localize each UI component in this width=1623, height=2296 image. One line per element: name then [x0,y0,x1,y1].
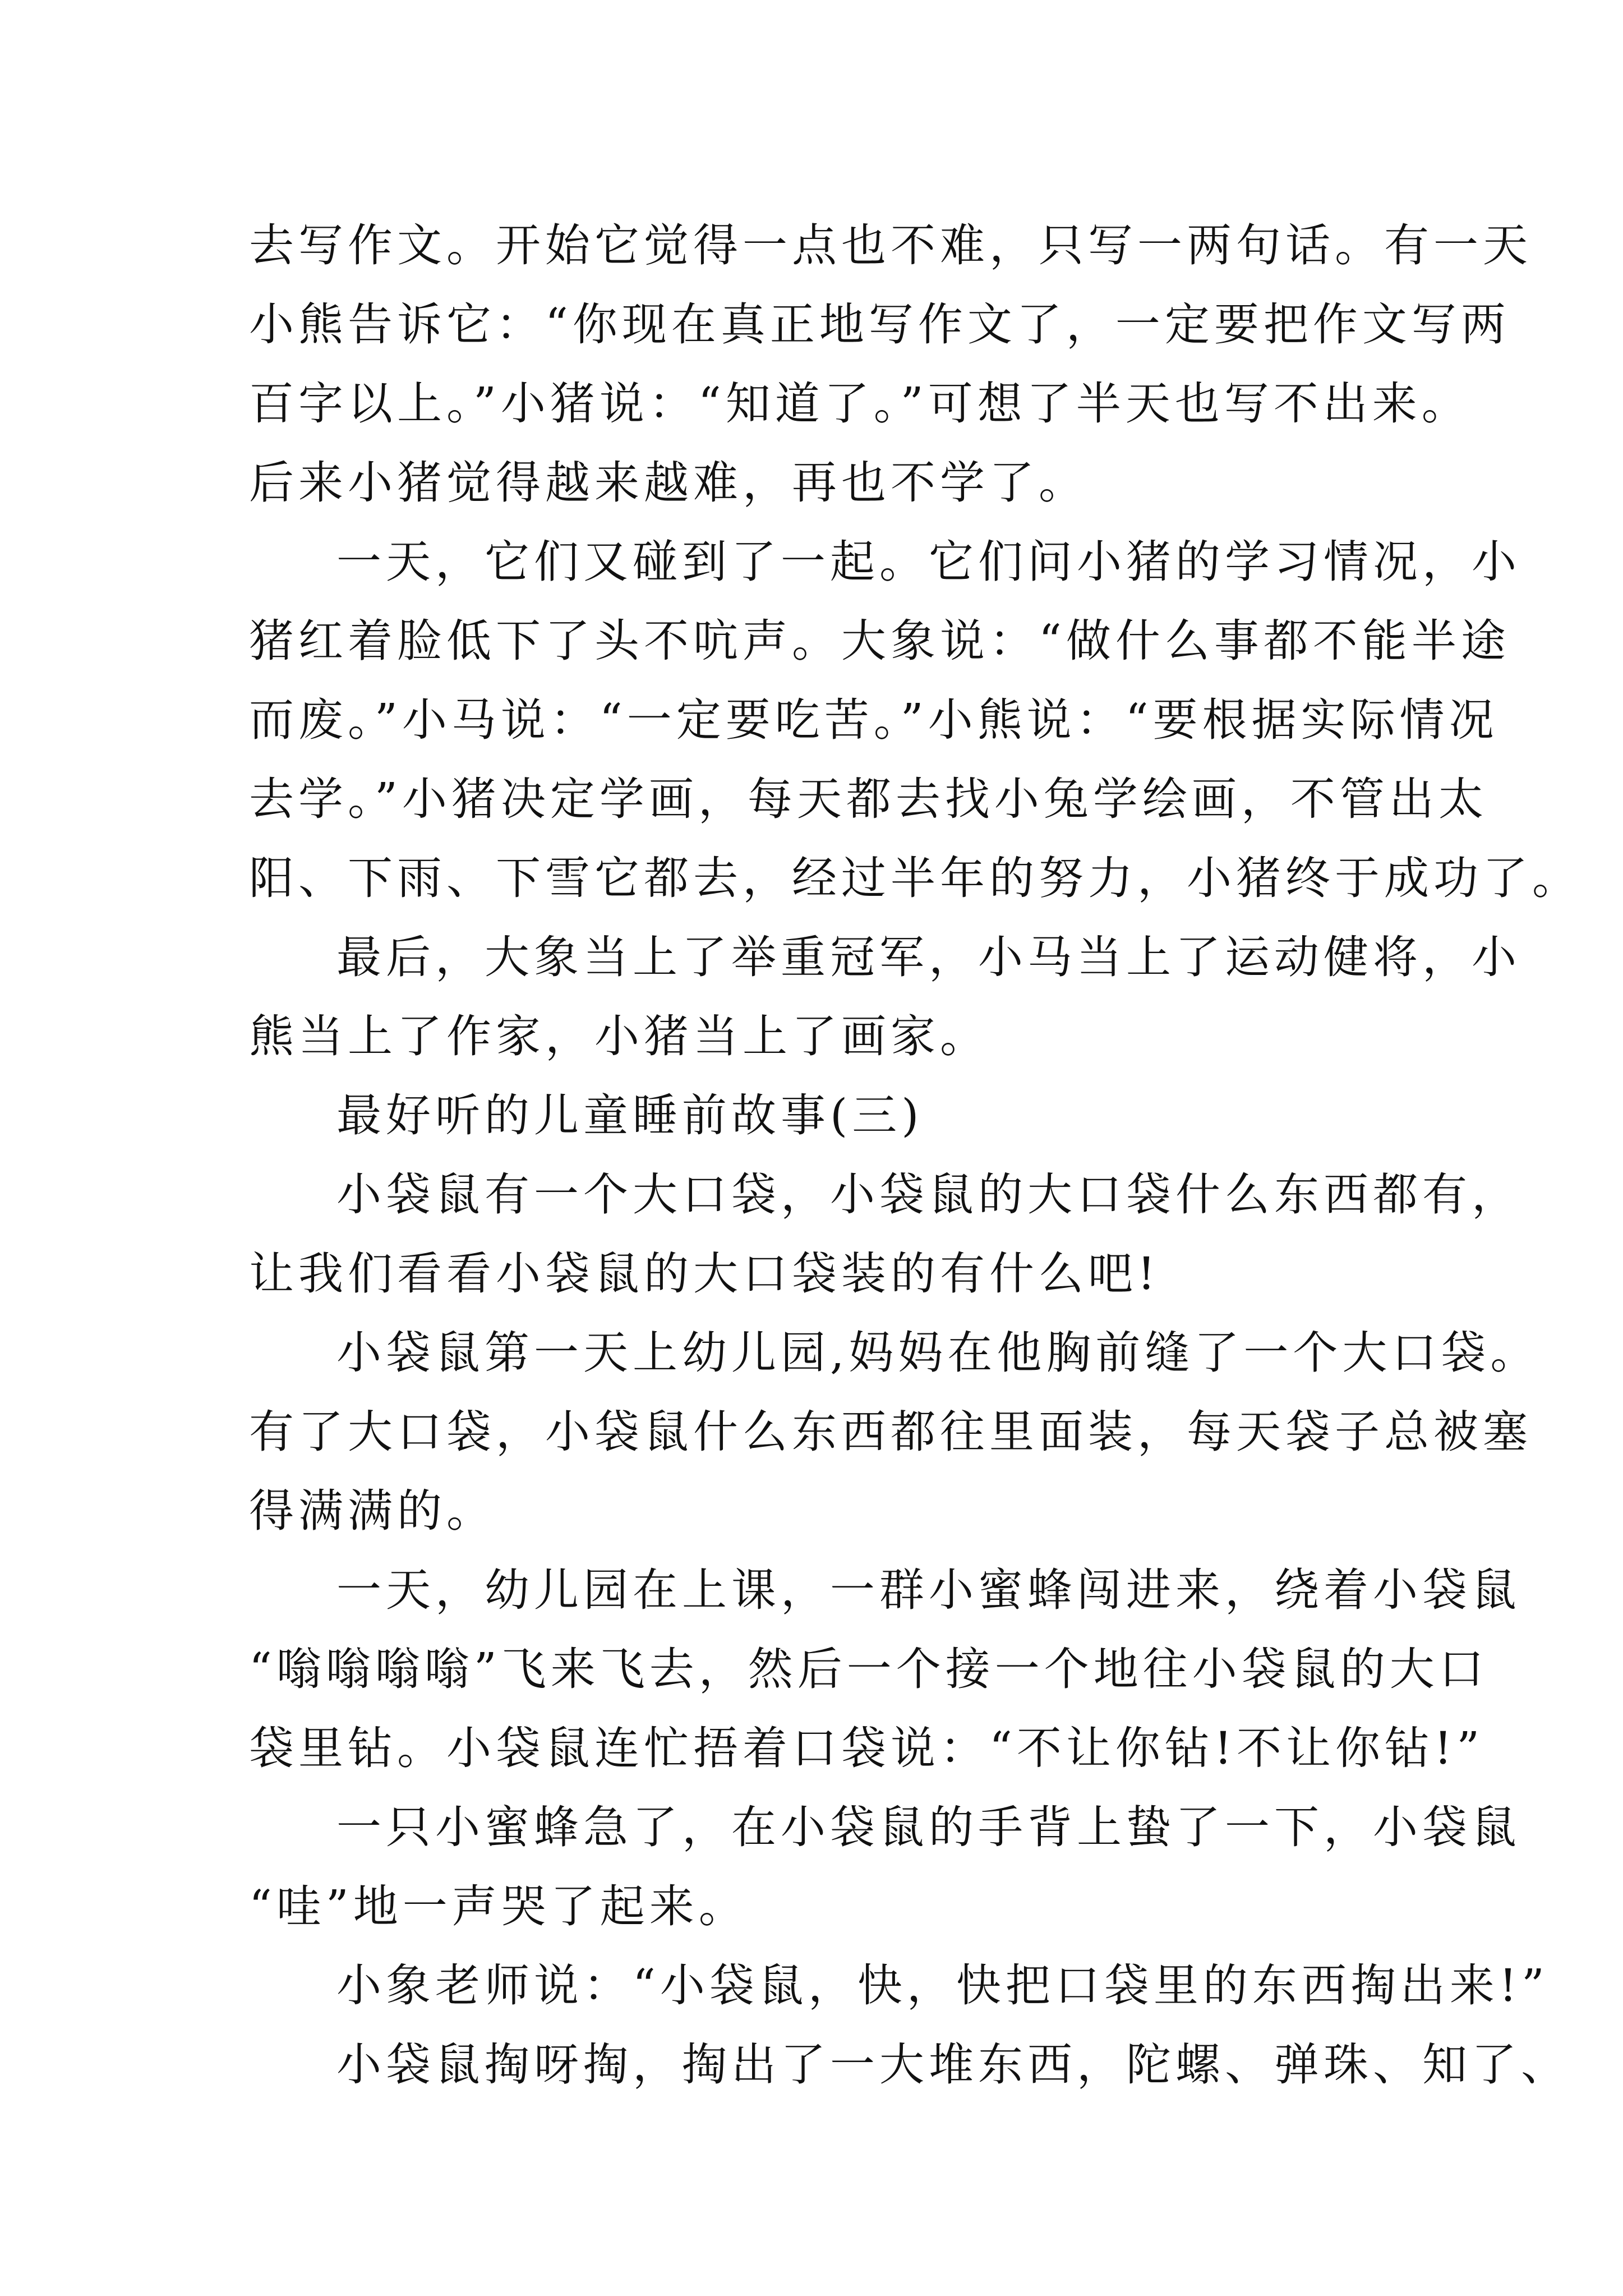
text-line: 最后，大象当上了举重冠军，小马当上了运动健将，小 [336,931,1521,983]
text-line: 百字以上。”小猪说：“知道了。”可想了半天也写不出来。 [249,378,1471,430]
text-line: “嗡嗡嗡嗡”飞来飞去，然后一个接一个地往小袋鼠的大口 [249,1643,1488,1695]
text-line: 袋里钻。小袋鼠连忙捂着口袋说：“不让你钻!不让你钻!” [249,1722,1484,1774]
text-line: 而废。”小马说：“一定要吃苦。”小熊说：“要根据实际情况 [249,694,1498,746]
text-line: 得满满的。 [249,1485,496,1537]
text-line: 一只小蜜蜂急了，在小袋鼠的手背上蛰了一下，小袋鼠 [336,1801,1521,1853]
text-line: “哇”地一声哭了起来。 [249,1880,748,1932]
text-line: 猪红着脸低下了头不吭声。大象说：“做什么事都不能半途 [249,615,1510,667]
text-line: 一天，它们又碰到了一起。它们问小猪的学习情况，小 [336,536,1521,588]
text-line: 后来小猪觉得越来越难，再也不学了。 [249,457,1088,509]
text-line: 小象老师说：“小袋鼠，快，快把口袋里的东西掏出来!” [336,1959,1549,2012]
text-line: 一天，幼儿园在上课，一群小蜜蜂闯进来，绕着小袋鼠 [336,1564,1521,1616]
text-line: 有了大口袋，小袋鼠什么东西都往里面装，每天袋子总被塞 [249,1406,1532,1458]
text-line: 小袋鼠掏呀掏，掏出了一大堆东西，陀螺、弹珠、知了、 [336,2039,1570,2091]
text-line: 去学。”小猪决定学画，每天都去找小兔学绘画，不管出太 [249,773,1488,825]
text-line: 小袋鼠第一天上幼儿园,妈妈在他胸前缝了一个大口袋。 [336,1327,1540,1379]
text-line: 去写作文。开始它觉得一点也不难，只写一两句话。有一天 [249,219,1532,272]
text-line: 熊当上了作家，小猪当上了画家。 [249,1010,989,1062]
section-heading: 最好听的儿童睡前故事(三) [336,1089,924,1142]
text-line: 小袋鼠有一个大口袋，小袋鼠的大口袋什么东西都有， [336,1168,1521,1221]
text-line: 小熊告诉它：“你现在真正地写作文了，一定要把作文写两 [249,298,1510,351]
text-line: 让我们看看小袋鼠的大口袋装的有什么吧! [249,1248,1160,1300]
text-line: 阳、下雨、下雪它都去，经过半年的努力，小猪终于成功了。 [249,852,1581,904]
